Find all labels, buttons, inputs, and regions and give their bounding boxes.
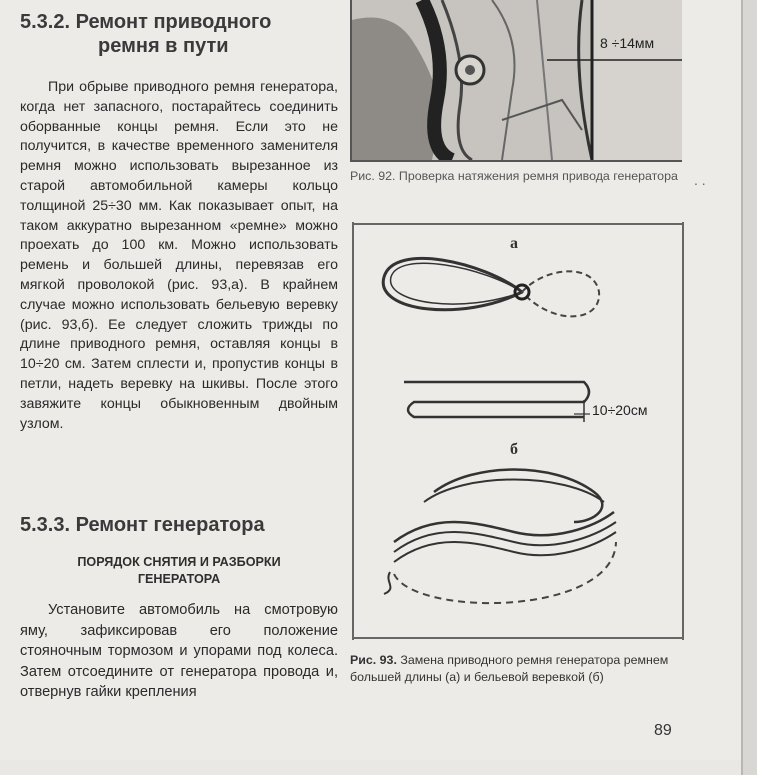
figure-92-illustration: [352, 0, 682, 160]
figure-93-label-b: б: [510, 441, 518, 458]
figure-92-photo: [350, 0, 682, 162]
figure-93-dimension-label: 10÷20см: [592, 402, 648, 418]
margin-dots: . .: [694, 172, 706, 188]
section-533-subtitle-line2: ГЕНЕРАТОРА: [137, 572, 221, 586]
figure-92-dimension-label: 8 ÷14мм: [600, 35, 655, 51]
section-532-title-line2: ремня в пути: [98, 35, 229, 57]
section-533-subtitle-line1: ПОРЯДОК СНЯТИЯ И РАЗБОРКИ: [77, 555, 281, 569]
page-number: 89: [654, 722, 672, 739]
section-533-title: 5.3.3. Ремонт генератора: [20, 514, 265, 536]
figure-93: [352, 222, 684, 640]
section-533-paragraph: Установите автомобиль на смотровую яму, зафиксировав его положение стояночным тормозом и упорами под колеса. Затем отсоедините от генератора провода и, отвернув гайки крепления: [20, 602, 338, 700]
figure-93-label-a: а: [510, 235, 518, 252]
figure-92-caption: Рис. 92. Проверка натяжения ремня привода генератора: [350, 169, 678, 183]
figure-93-caption: [350, 652, 685, 686]
figure-93-caption-text: Замена приводного ремня генератора ремнем большей длины (а) и бельевой веревкой (б): [350, 653, 669, 684]
section-532-paragraph: При обрыве приводного ремня генератора, когда нет запасного, постарайтесь соединить оборванные концы ремня. Если это не получится, в качестве временного заменителя ремня можно использовать вырезанное из старой автомобильной камеры кольцо толщиной 25÷30 мм. Как показывает опыт, на таком аккуратно вырезанном «ремне» можно проехать до 100 км. Можно использовать ремень и большей длины, перевязав его мягкой проволокой (рис. 93,а). В крайнем случае можно использовать бельевую веревку (рис. 93,б). Ее следует сложить трижды по длине приводного ремня, оставляя концы в 10÷20 см. Затем сплести и, пропустив концы в петли, надеть веревку на шкивы. После этого завяжите концы обыкновенным двойным узлом.: [20, 79, 338, 432]
section-533-subtitle: [20, 554, 338, 588]
figure-93-caption-label: Рис. 93.: [350, 653, 397, 667]
section-532-title-line1: 5.3.2. Ремонт приводного: [20, 11, 272, 33]
section-532-title: [20, 10, 340, 58]
figure-93-illustration: [354, 222, 682, 640]
